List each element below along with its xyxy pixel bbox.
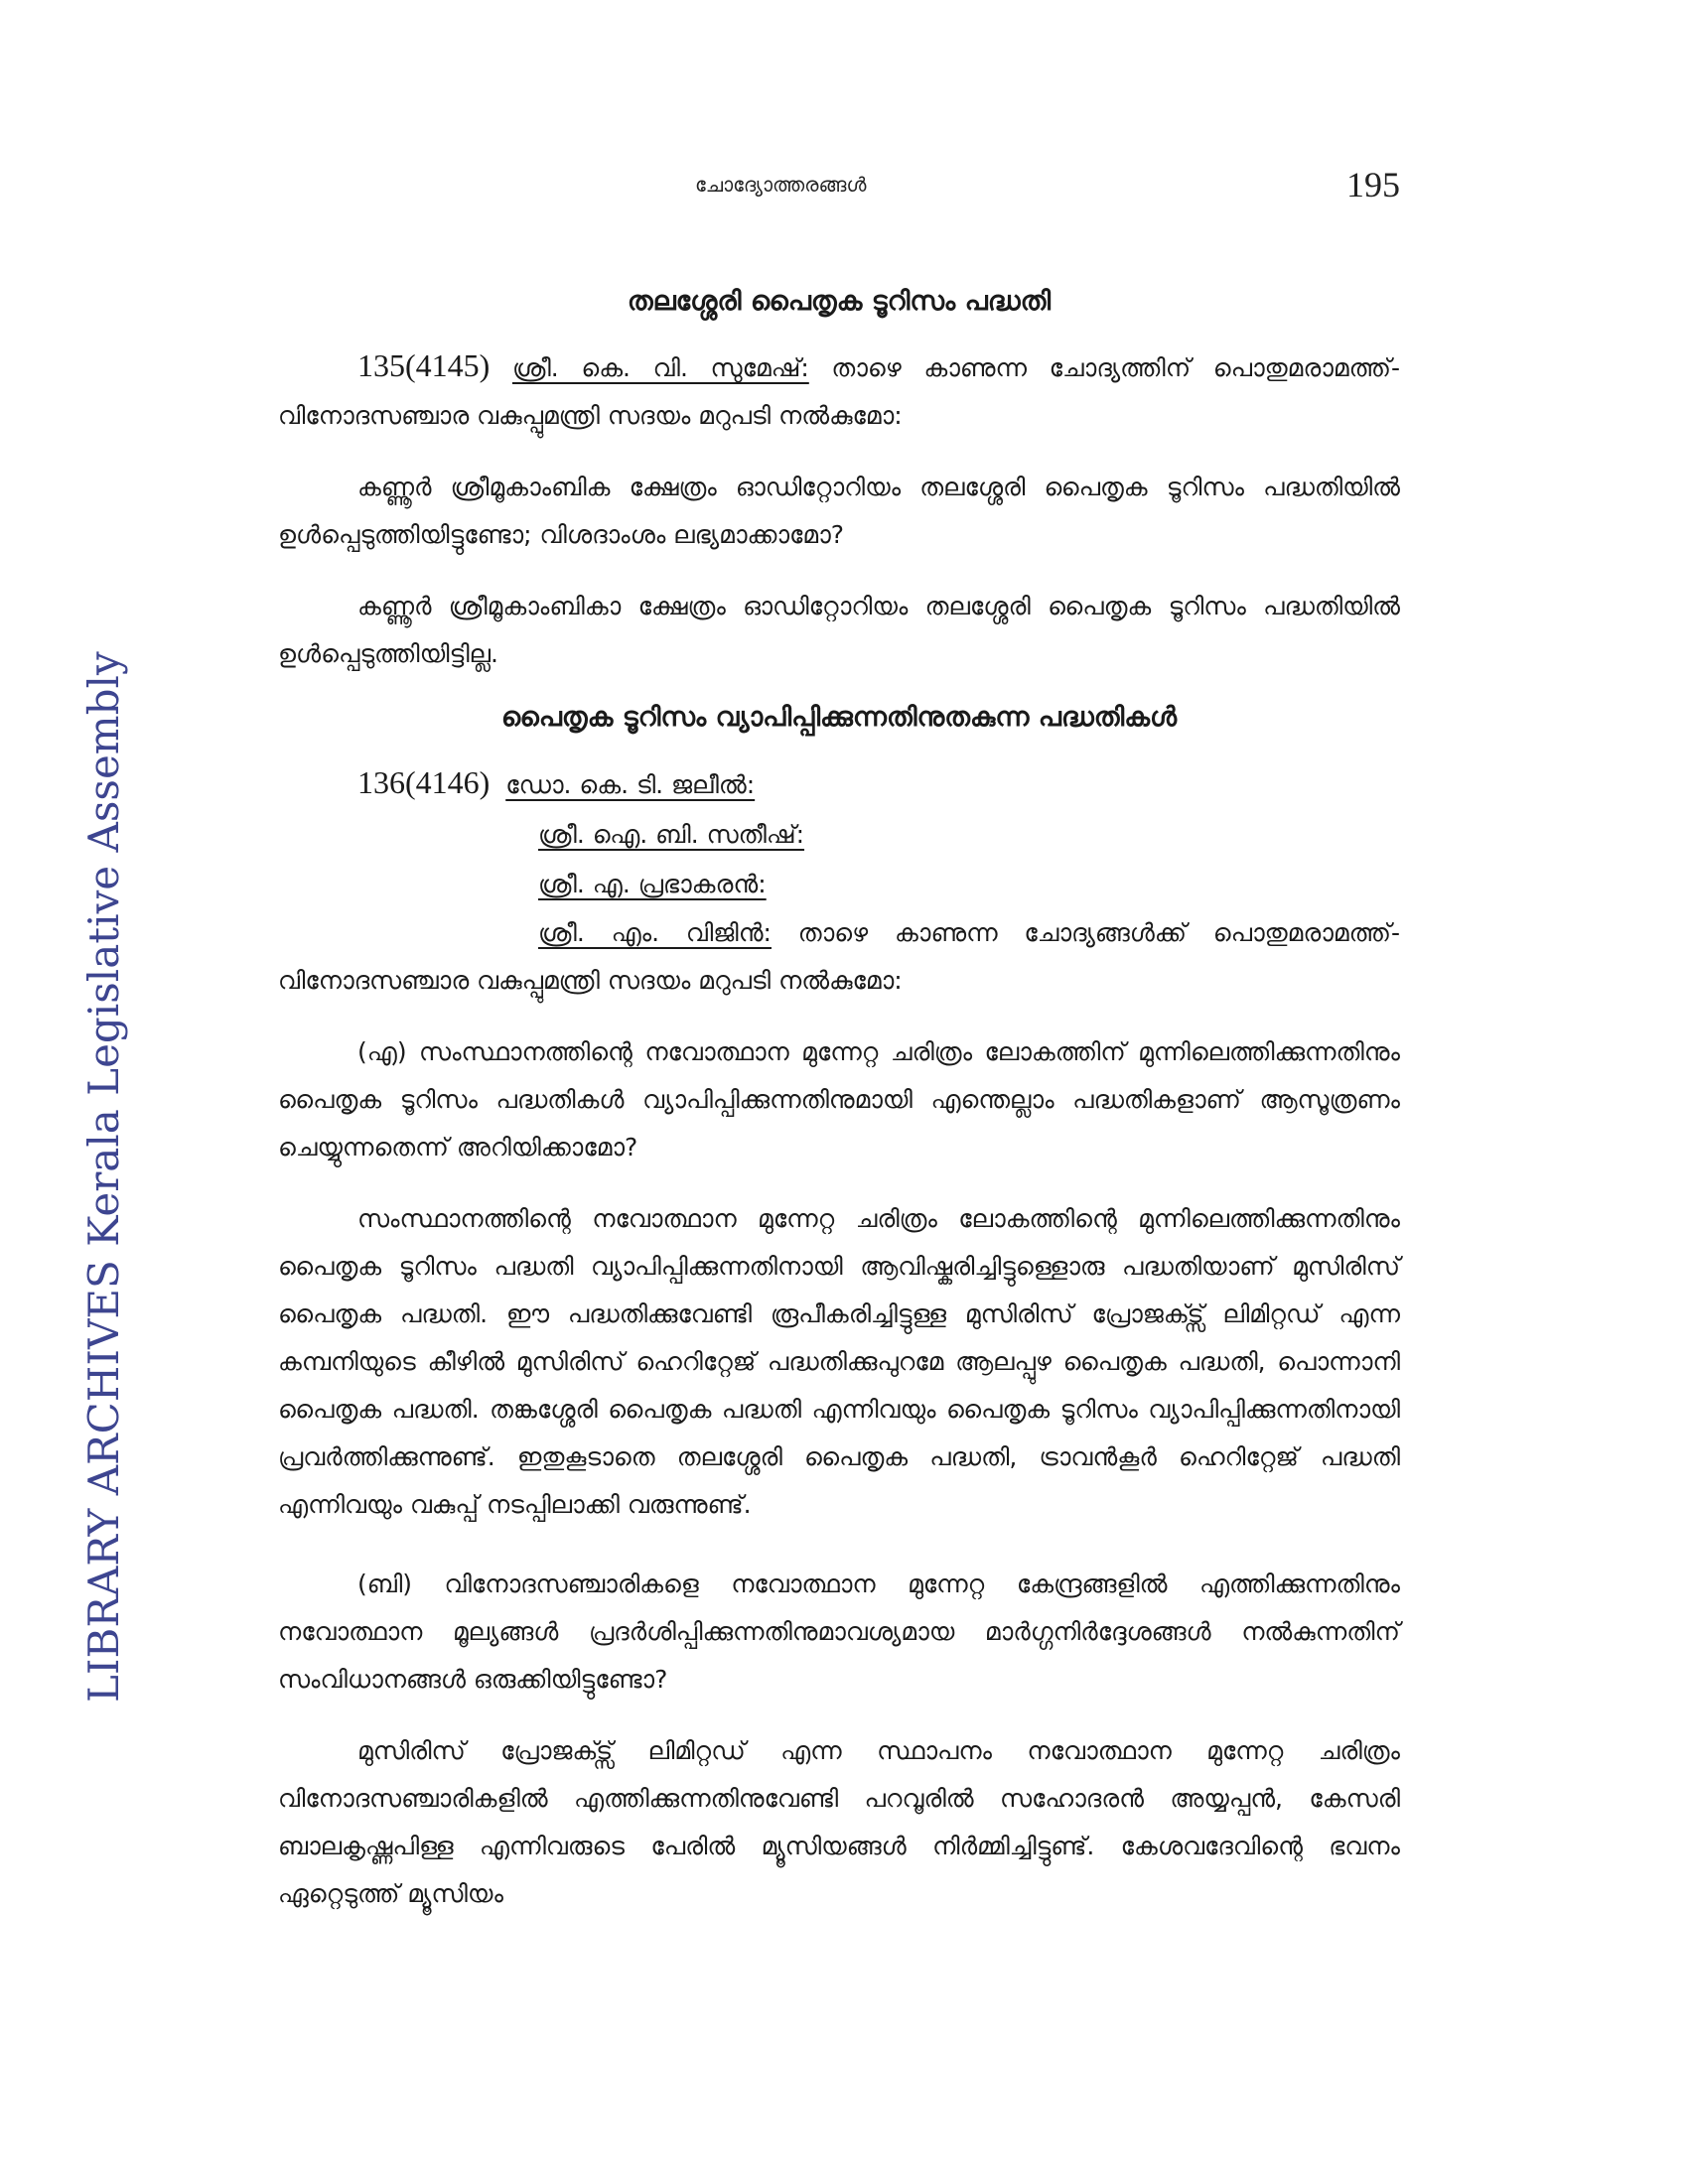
member-list bbox=[278, 757, 1400, 909]
question-136-intro bbox=[278, 909, 1400, 1005]
member-name: ശ്രീ. എം. വിജിൻ: bbox=[538, 918, 772, 947]
archive-watermark: LIBRARY ARCHIVES Kerala Legislative Assembly bbox=[79, 651, 128, 1703]
question-number: 136(4146) bbox=[357, 764, 491, 800]
page-content bbox=[278, 278, 1400, 1918]
member-name: ശ്രീ. ഐ. ബി. സതീഷ്: bbox=[538, 820, 805, 849]
member-name: ശ്രീ. എ. പ്രഭാകരൻ: bbox=[538, 870, 767, 898]
intro-text: താഴെ കാണുന്ന ചോദ്യത്തിന് പൊതുമരാമത്ത്-വിനോദസഞ്ചാര വകുപ്പുമന്ത്രി സദയം മറുപടി നൽകുമോ: bbox=[278, 353, 1401, 430]
answer-a: സംസ്ഥാനത്തിന്റെ നവോത്ഥാന മുന്നേറ്റ ചരിത്രം ലോകത്തിന്റെ മുന്നിലെത്തിക്കുന്നതിനും പൈതൃക ടൂറിസം പദ്ധതി വ്യാപിപ്പിക്കുന്നതിനായി ആവിഷ്കരിച്ചിട്ടുള്ളൊരു പദ്ധതിയാണ് മുസിരിസ് പൈതൃക പദ്ധതി. ഈ പദ്ധതിക്കുവേണ്ടി രൂപീകരിച്ചിട്ടുള്ള മുസിരിസ് പ്രോജക്ട്സ് ലിമിറ്റഡ് എന്ന കമ്പനിയുടെ കീഴിൽ മുസിരിസ് ഹെറിറ്റേജ് പദ്ധതിക്കുപുറമേ ആലപ്പുഴ പൈതൃക പദ്ധതി, പൊന്നാനി പൈതൃക പദ്ധതി. തങ്കശ്ശേരി പൈതൃക പദ്ധതി എന്നിവയും പൈതൃക ടൂറിസം വ്യാപിപ്പിക്കുന്നതിനായി പ്രവർത്തിക്കുന്നുണ്ട്. ഇതുകൂടാതെ തലശ്ശേരി പൈതൃക പദ്ധതി, ട്രാവൻകൂർ ഹെറിറ്റേജ് പദ്ധതി എന്നിവയും വകുപ്പ് നടപ്പിലാക്കി വരുന്നുണ്ട്. bbox=[278, 1204, 1400, 1519]
question-135-intro bbox=[278, 341, 1400, 440]
intro-text: താഴെ കാണുന്ന ചോദ്യങ്ങൾക്ക് പൊതുമരാമത്ത്-വിനോദസഞ്ചാര വകുപ്പുമന്ത്രി സദയം മറുപടി നൽകുമോ: bbox=[278, 918, 1400, 995]
member-name: ശ്രീ. കെ. വി. സുമേഷ്: bbox=[511, 353, 809, 382]
answer-b: മുസിരിസ് പ്രോജക്ട്സ് ലിമിറ്റഡ് എന്ന സ്ഥാപനം നവോത്ഥാന മുന്നേറ്റ ചരിത്രം വിനോദസഞ്ചാരികളിൽ എത്തിക്കുന്നതിനുവേണ്ടി പറവൂരിൽ സഹോദരൻ അയ്യപ്പൻ, കേസരി ബാലകൃഷ്ണപിള്ള എന്നിവരുടെ പേരിൽ മ്യൂസിയങ്ങൾ നിർമ്മിച്ചിട്ടുണ്ട്. കേശവദേവിന്റെ ഭവനം ഏറ്റെടുത്ത് മ്യൂസിയം bbox=[278, 1736, 1400, 1908]
running-title: ചോദ്യോത്തരങ്ങൾ bbox=[695, 173, 867, 197]
member-name: ഡോ. കെ. ടി. ജലീൽ: bbox=[505, 770, 756, 799]
section-heading-heritage: പൈതൃക ടൂറിസം വ്യാപിപ്പിക്കുന്നതിനുതകുന്ന പദ്ധതികൾ bbox=[500, 702, 1178, 733]
page-number: 195 bbox=[1346, 165, 1400, 205]
answer-text: കണ്ണൂർ ശ്രീമൂകാംബികാ ക്ഷേത്രം ഓഡിറ്റോറിയം തലശ്ശേരി പൈതൃക ടൂറിസം പദ്ധതിയിൽ ഉൾപ്പെടുത്തിയിട്ടില്ല. bbox=[278, 592, 1400, 668]
question-b: (ബി) വിനോദസഞ്ചാരികളെ നവോത്ഥാന മുന്നേറ്റ കേന്ദ്രങ്ങളിൽ എത്തിക്കുന്നതിനും നവോത്ഥാന മൂല്യങ്ങൾ പ്രദർശിപ്പിക്കുന്നതിനുമാവശ്യമായ മാർഗ്ഗനിർദ്ദേശങ്ങൾ നൽകുന്നതിന് സംവിധാനങ്ങൾ ഒരുക്കിയിട്ടുണ്ടോ? bbox=[278, 1570, 1400, 1694]
question-a: (എ) സംസ്ഥാനത്തിന്റെ നവോത്ഥാന മുന്നേറ്റ ചരിത്രം ലോകത്തിന് മുന്നിലെത്തിക്കുന്നതിനും പൈതൃക ടൂറിസം പദ്ധതികൾ വ്യാപിപ്പിക്കുന്നതിനുമായി എന്തെല്ലാം പദ്ധതികളാണ് ആസൂത്രണം ചെയ്യുന്നതെന്ന് അറിയിക്കാമോ? bbox=[278, 1037, 1400, 1161]
question-number: 135(4145) bbox=[357, 347, 491, 383]
question-text: കണ്ണൂർ ശ്രീമൂകാംബിക ക്ഷേത്രം ഓഡിറ്റോറിയം തലശ്ശേരി പൈതൃക ടൂറിസം പദ്ധതിയിൽ ഉൾപ്പെടുത്തിയിട്ടുണ്ടോ; വിശദാംശം ലഭ്യമാക്കാമോ? bbox=[278, 473, 1400, 549]
section-heading-thalassery: തലശ്ശേരി പൈതൃക ടൂറിസം പദ്ധതി bbox=[627, 286, 1052, 317]
